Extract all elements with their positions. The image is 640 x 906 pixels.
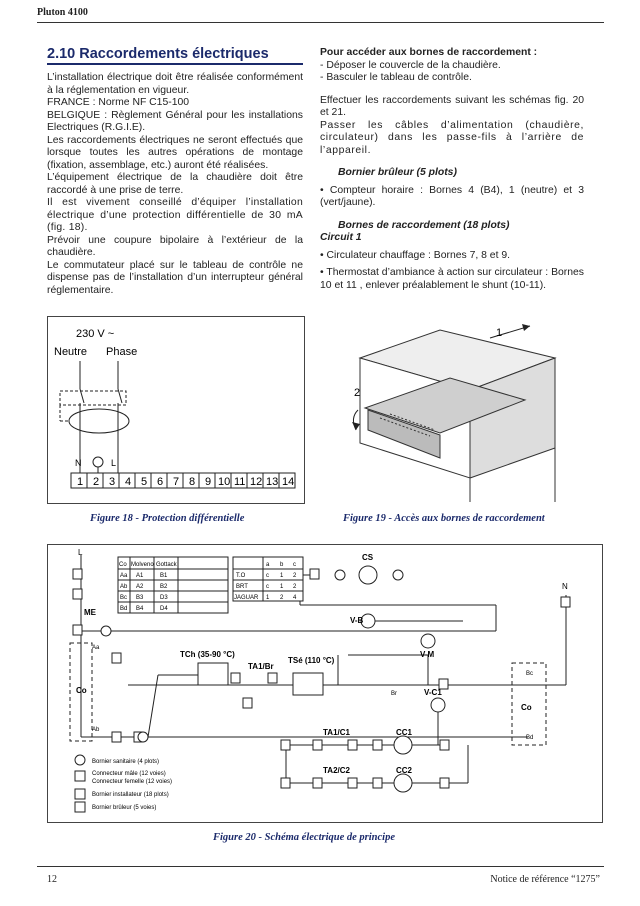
- table-cell: B4: [136, 606, 144, 612]
- paragraph: Il est vivement conseillé d’équiper l’installation électrique d’une protection différentielle de 30 mA (fig. 18).: [47, 197, 303, 233]
- arrow-1-label: 1: [496, 327, 503, 339]
- terminal-13: 13: [266, 476, 279, 488]
- label-l: L: [78, 548, 83, 557]
- boiler-access-illustration: [320, 318, 590, 502]
- paragraph: FRANCE : Norme NF C15-100: [47, 97, 190, 108]
- circuit-item: • Thermostat d’ambiance à action sur circulateur : Bornes 10 et 11 , enlever préalablement le shunt (10-11).: [320, 267, 585, 291]
- table2-col: b: [280, 562, 284, 568]
- label-me: ME: [84, 608, 96, 617]
- terminal-1: 1: [77, 476, 84, 488]
- header-rule: [37, 22, 604, 23]
- paragraph: Passer les câbles d’alimentation (chaudière, circulateur) dans les passe-fils à l’arrière de l’appareil.: [320, 119, 584, 156]
- voltage-label: 230 V ~: [76, 328, 115, 340]
- label-ta2c2: TA2/C2: [323, 766, 350, 775]
- legend-1: Bornier sanitaire (4 plots): [92, 759, 160, 765]
- label-ta1c1: TA1/C1: [323, 728, 350, 737]
- label-cc2: CC2: [396, 766, 413, 775]
- burner-item: • Compteur horaire : Bornes 4 (B4), 1 (neutre) et 3 (vert/jaune).: [320, 184, 584, 208]
- figure-18: [47, 316, 305, 504]
- figure-20: [47, 544, 603, 823]
- terminal-3: 3: [109, 476, 116, 488]
- table-cell: Aa: [120, 573, 128, 579]
- label-tse: TSé (110 °C): [288, 656, 335, 665]
- terminal-6: 6: [157, 476, 164, 488]
- table-head-gottack: Gottack: [156, 562, 177, 568]
- terminal-11: 11: [234, 476, 246, 488]
- terminal-7: 7: [173, 476, 180, 488]
- table2-cell: c: [266, 584, 269, 590]
- table-cell: D3: [160, 595, 168, 601]
- table-cell: Ab: [120, 584, 128, 590]
- label-n: N: [562, 582, 568, 591]
- l-label: L: [111, 458, 117, 468]
- document-header: Pluton 4100: [37, 7, 88, 18]
- right-column: [320, 47, 584, 292]
- table2-col: a: [266, 562, 270, 568]
- label-aa: Aa: [92, 645, 100, 651]
- table-cell: A1: [136, 573, 144, 579]
- terminals-title: Bornes de raccordement (18 plots): [338, 219, 510, 231]
- terminal-10: 10: [218, 476, 231, 488]
- table2-cell: 1: [280, 584, 284, 590]
- terminal-12: 12: [250, 476, 263, 488]
- label-vm: V-M: [420, 650, 435, 659]
- section-title: 2.10 Raccordements électriques: [47, 46, 269, 62]
- figure-19-caption: Figure 19 - Accès aux bornes de raccordement: [343, 513, 545, 524]
- label-br: Br: [391, 691, 397, 697]
- paragraph: Les raccordements électriques ne seront effectués que lorsque toutes les autres opérations de montage (fixation, assemblage, etc.) auront été réalisées.: [47, 134, 303, 171]
- wiring-schematic: [48, 545, 602, 822]
- label-vc1: V-C1: [424, 688, 442, 697]
- figure-19: [320, 318, 590, 502]
- arrow-2-label: 2: [354, 387, 361, 399]
- label-ta1br: TA1/Br: [248, 662, 274, 671]
- page-number: 12: [47, 874, 57, 885]
- burner-item-text: Compteur horaire : Bornes 4 (B4), 1 (neutre) et 3 (vert/jaune).: [320, 184, 584, 208]
- paragraph: Le commutateur placé sur le tableau de contrôle ne dispense pas de l’installation d’un interrupteur général réglementaire.: [47, 259, 303, 296]
- paragraph: Effectuer les raccordements suivant les schémas fig. 20 et 21.: [320, 94, 584, 118]
- table2-cell: 1: [280, 573, 284, 579]
- table-cell: B1: [160, 573, 168, 579]
- legend-5: Bornier brûleur (5 voies): [92, 805, 157, 811]
- table-cell: Bc: [120, 595, 128, 601]
- left-column: [47, 72, 303, 297]
- table2-cell: T.O: [236, 573, 246, 579]
- terminal-5: 5: [141, 476, 148, 488]
- table-head-molveno: Molveno: [131, 562, 154, 568]
- legend-2: Connecteur mâle (12 voies): [92, 771, 166, 777]
- table2-cell: 2: [280, 595, 284, 601]
- terminal-4: 4: [125, 476, 132, 488]
- table-cell: B2: [160, 584, 168, 590]
- label-vb: V-B: [350, 616, 364, 625]
- circuit-item-text: Thermostat d’ambiance à action sur circulateur : Bornes 10 et 11 , enlever préalablement le shunt (10-11).: [320, 267, 585, 291]
- label-co-left: Co: [76, 686, 87, 695]
- legend-3: Connecteur femelle (12 voies): [92, 779, 173, 785]
- access-step: - Déposer le couvercle de la chaudière.: [320, 59, 501, 71]
- table-cell: D4: [160, 606, 168, 612]
- table2-cell: 2: [293, 573, 297, 579]
- table2-col: c: [293, 562, 296, 568]
- legend-4: Bornier installateur (18 plots): [92, 792, 169, 798]
- paragraph: L’installation électrique doit être réalisée conformément à la réglementation en vigueur.: [47, 72, 303, 96]
- footer-rule: [37, 866, 604, 867]
- table-cell: B3: [136, 595, 144, 601]
- table-cell: Bd: [120, 606, 128, 612]
- paragraph: BELGIQUE : Règlement Général pour les installations Electriques (R.G.I.E).: [47, 109, 303, 133]
- burner-title: Bornier brûleur (5 plots): [338, 167, 457, 178]
- phase-label: Phase: [106, 346, 138, 358]
- circuit-title: Circuit 1: [320, 232, 362, 243]
- circuit-item: • Circulateur chauffage : Bornes 7, 8 et 9.: [320, 249, 511, 261]
- paragraph: L’équipement électrique de la chaudière doit être raccordé à une prise de terre.: [47, 172, 303, 196]
- label-cs: CS: [362, 553, 374, 562]
- paragraph: Prévoir une coupure bipolaire à l’extérieur de la chaudière.: [47, 234, 303, 258]
- access-title: Pour accéder aux bornes de raccordement :: [320, 47, 538, 58]
- terminal-strip: [71, 473, 295, 488]
- terminal-8: 8: [189, 476, 196, 488]
- circuit-item-text: Circulateur chauffage : Bornes 7, 8 et 9.: [326, 249, 511, 261]
- table2-cell: BRT: [236, 584, 248, 590]
- table-cell: A2: [136, 584, 144, 590]
- table2-cell: 1: [266, 595, 270, 601]
- n-label: N: [75, 458, 82, 468]
- terminal-2: 2: [93, 476, 100, 488]
- section-title-rule: [47, 63, 303, 65]
- differential-protection-diagram: [48, 317, 304, 503]
- table-head-co: Co: [119, 562, 127, 568]
- figure-18-caption: Figure 18 - Protection différentielle: [90, 513, 245, 524]
- table2-cell: 2: [293, 584, 297, 590]
- document-reference: Notice de référence “1275”: [490, 874, 600, 885]
- terminal-9: 9: [205, 476, 212, 488]
- table2-cell: c: [266, 573, 269, 579]
- figure-20-caption: Figure 20 - Schéma électrique de principe: [213, 832, 395, 843]
- label-tch: TCh (35-90 °C): [180, 650, 235, 659]
- neutre-label: Neutre: [54, 346, 88, 358]
- label-bd: Bd: [526, 735, 534, 741]
- access-step: - Basculer le tableau de contrôle.: [320, 72, 472, 83]
- table2-cell: JAGUAR: [234, 595, 259, 601]
- label-cc1: CC1: [396, 728, 413, 737]
- label-bc: Bc: [526, 671, 534, 677]
- terminal-14: 14: [282, 476, 295, 488]
- label-co-right: Co: [521, 703, 532, 712]
- label-ab: Ab: [92, 727, 100, 733]
- table2-cell: 4: [293, 595, 297, 601]
